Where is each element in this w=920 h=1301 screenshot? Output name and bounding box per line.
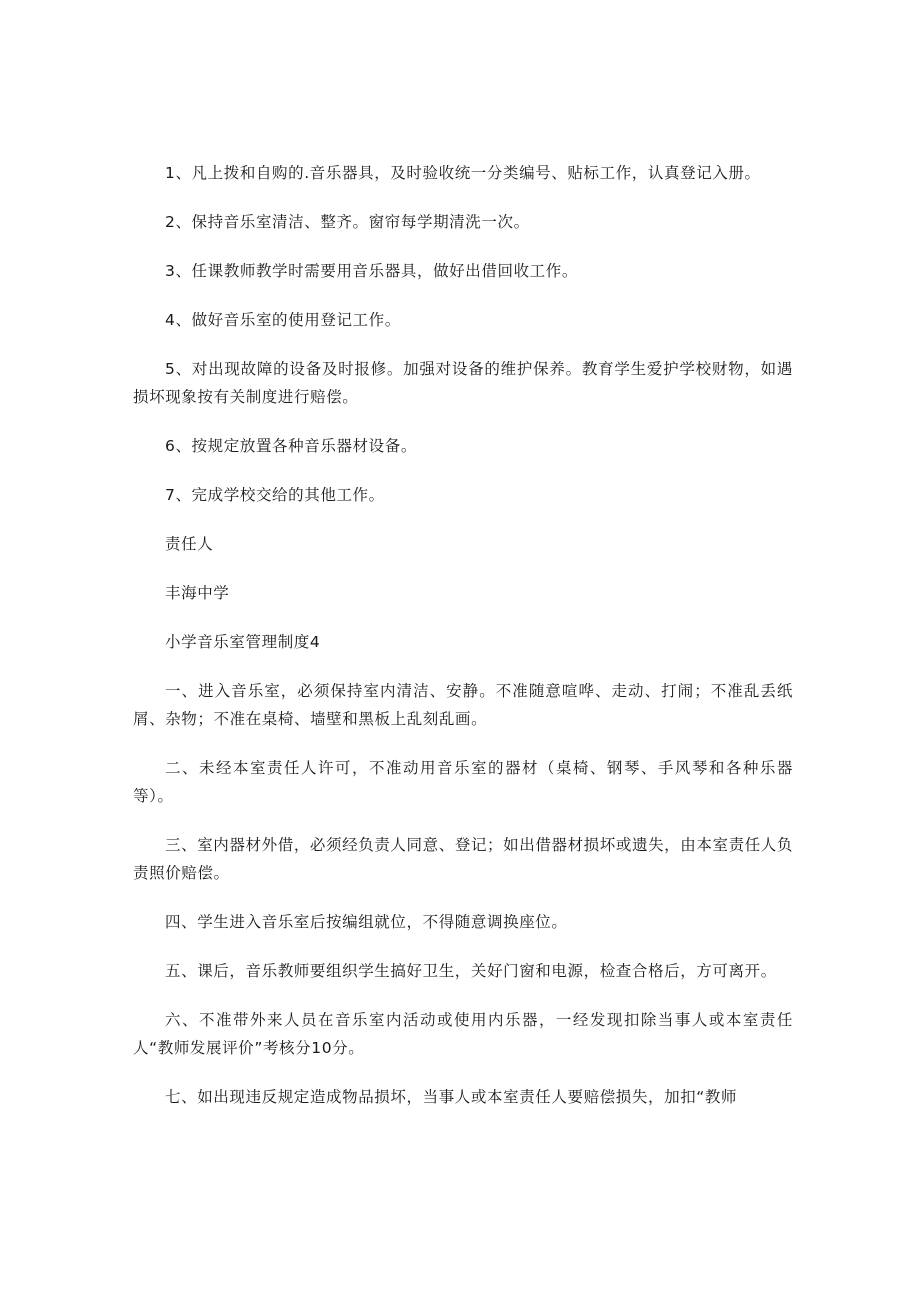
paragraph-article-4: 四、学生进入音乐室后按编组就位，不得随意调换座位。 — [165, 913, 568, 931]
paragraph-rule-5: 5、对出现故障的设备及时报修。加强对设备的维护保养。教育学生爱护学校财物，如遇损坏现象按有关制度进行赔偿。 — [133, 360, 793, 406]
paragraph-article-7: 七、如出现违反规定造成物品损坏，当事人或本室责任人要赔偿损失，加扣“教师 — [165, 1088, 738, 1106]
paragraph-rule-1: 1、凡上拨和自购的.音乐器具，及时验收统一分类编号、贴标工作，认真登记入册。 — [165, 164, 761, 182]
paragraph-article-5: 五、课后，音乐教师要组织学生搞好卫生，关好门窗和电源，检查合格后，方可离开。 — [165, 962, 777, 980]
paragraph-article-1: 一、进入音乐室，必须保持室内清洁、安静。不准随意喧哗、走动、打闹；不准乱丢纸屑、杂物；不准在桌椅、墙壁和黑板上乱刻乱画。 — [133, 682, 793, 728]
paragraph-article-3: 三、室内器材外借，必须经负责人同意、登记；如出借器材损坏或遗失，由本室责任人负责照价赔偿。 — [133, 836, 793, 882]
paragraph-article-2: 二、未经本室责任人许可，不准动用音乐室的器材（桌椅、钢琴、手风琴和各种乐器等）。 — [133, 759, 793, 805]
paragraph-rule-4: 4、做好音乐室的使用登记工作。 — [165, 311, 401, 329]
responsible-person-label: 责任人 — [165, 535, 214, 553]
paragraph-rule-7: 7、完成学校交给的其他工作。 — [165, 486, 385, 504]
paragraph-rule-6: 6、按规定放置各种音乐器材设备。 — [165, 437, 417, 455]
paragraph-article-6: 六、不准带外来人员在音乐室内活动或使用内乐器，一经发现扣除当事人或本室责任人“教师发展评价”考核分10分。 — [133, 1011, 793, 1057]
school-name: 丰海中学 — [165, 584, 230, 602]
paragraph-rule-2: 2、保持音乐室清洁、整齐。窗帘每学期清洗一次。 — [165, 213, 530, 231]
section-heading: 小学音乐室管理制度4 — [165, 633, 321, 651]
document-body — [133, 159, 793, 1132]
paragraph-rule-3: 3、任课教师教学时需要用音乐器具，做好出借回收工作。 — [165, 262, 578, 280]
